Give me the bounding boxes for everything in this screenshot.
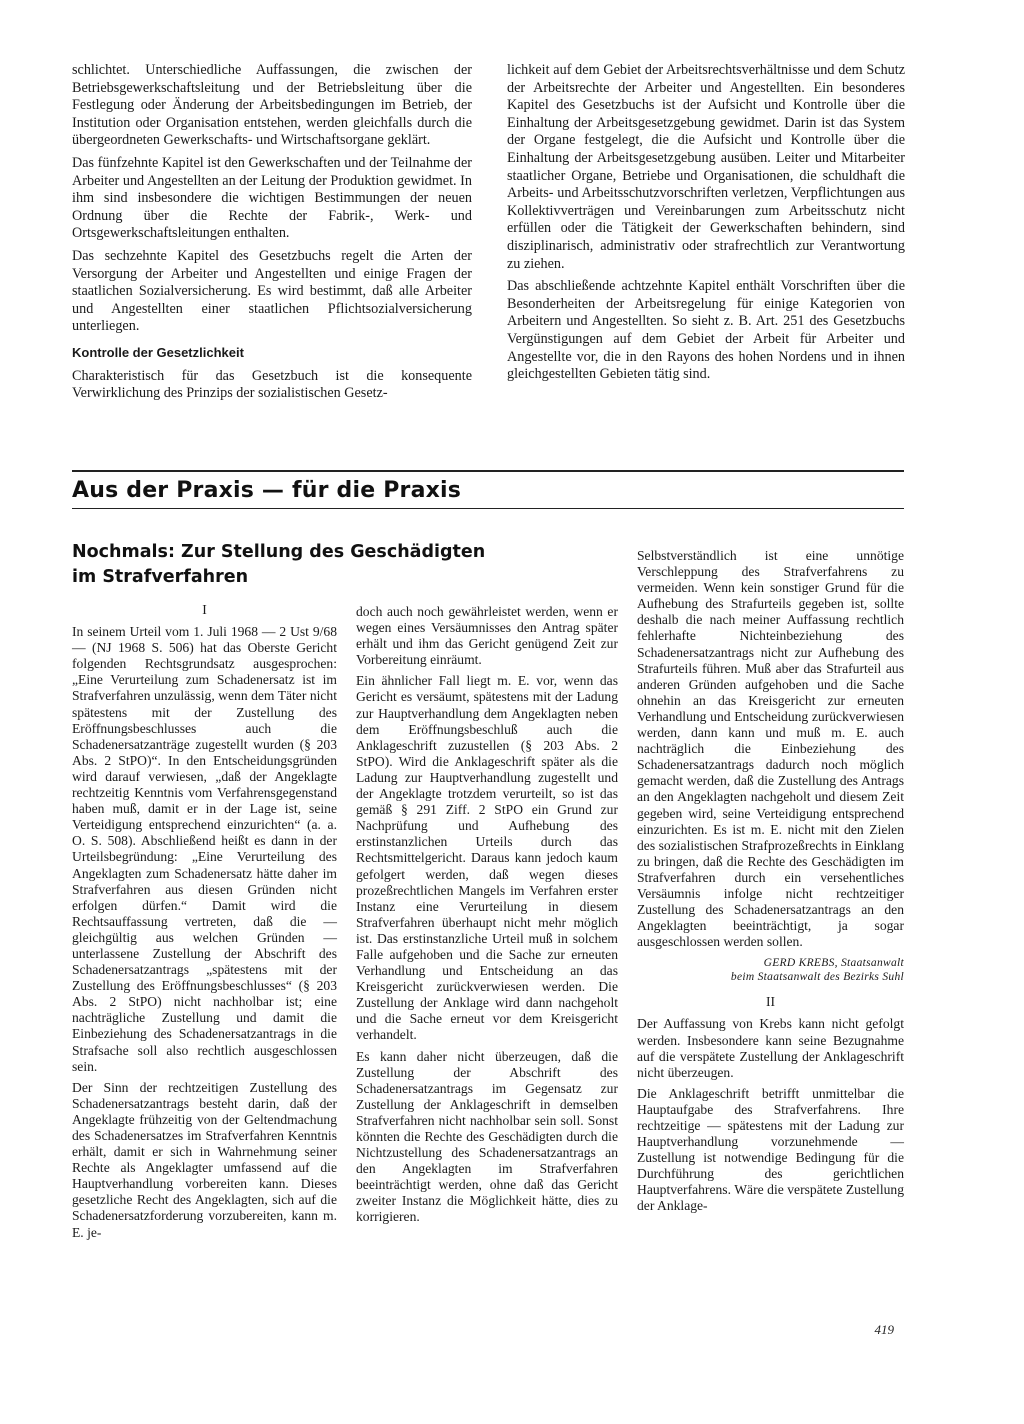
paragraph: Der Sinn der rechtzeitigen Zustellung des Schadenersatzantrags besteht darin, daß der Angeklagte frühzeitig von der Geltendmachung des Schadenersatzes im Strafverfahren Kenntnis erhält, damit er sich in Wahrnehmung seiner Rechte als Angeklagter umfassend auf die Hauptverhandlung vorbereiten kann. Dieses gesetzliche Recht des Angeklagten, sich auf die Schadenersatzforderung vorzubereiten, kann m. E. je- xyxy=(72,1079,337,1240)
paragraph: Die Anklageschrift betrifft unmittelbar die Hauptaufgabe des Strafverfahrens. Ihre rechtzeitige — spätestens mit der Ladung zur Hauptverhandlung vorzunehmende — Zustellung ist notwendige Bedingung für die Durchführung des gerichtlichen Hauptverfahrens. Wäre die verspätete Zustellung der Anklage- xyxy=(637,1085,904,1214)
article-column-3 xyxy=(637,548,904,1220)
paragraph: Das abschließende achtzehnte Kapitel enthält Vorschriften über die Besonderheiten der Arbeitsregelung für einige Kategorien von Arbeitern und Angestellten. So sieht z. B. Art. 251 des Gesetzbuchs Vergünstigungen auf dem Gebiet der Arbeit für Arbeiter und Angestellte vor, die in den Rayons des hohen Nordens und in ihnen gleichgestellten Gebieten tätig sind. xyxy=(507,278,905,383)
section-title: Aus der Praxis — für die Praxis xyxy=(72,478,462,503)
author-name: GERD KREBS, Staatsanwalt xyxy=(763,957,904,970)
paragraph: lichkeit auf dem Gebiet der Arbeitsrechtsverhältnisse und dem Schutz der Arbeitsrechte der Arbeiter und Angestellten. Ein besonderes Kapitel des Gesetzbuchs ist der Aufsicht und Kontrolle über die Einhaltung der Arbeitsgesetzgebung gewidmet. Darin ist das System der Organe festgelegt, die die Aufsicht und Kontrolle über die Einhaltung der Arbeitsgesetzgebung ausüben. Leiter und Mitarbeiter staatlicher Organe, Betriebe und Organisationen, die schuldhaft die Arbeits- und Arbeitsschutzvorschriften verletzen, Verpflichtungen aus Kollektivverträgen und Vereinbarungen zum Arbeitsschutz nicht erfüllen oder die Tätigkeit der Gewerkschaften behindern, sind disziplinarisch, administrativ oder strafrechtlich zur Verantwortung zu ziehen. xyxy=(507,62,905,272)
article-column-1 xyxy=(72,598,337,1246)
paragraph: schlichtet. Unterschiedliche Auffassungen, die zwischen der Betriebsgewerkschaftsleitung und der Betriebsleitung über die Festlegung oder Änderung der Arbeitsbedingungen im Betrieb, der Institution oder Organisation entstehen, werden gleichfalls durch die übergeordneten Gewerkschafts- und Wirtschaftsorgane geklärt. xyxy=(72,62,472,149)
paragraph: Selbstverständlich ist eine unnötige Verschleppung des Strafverfahrens zu vermeiden. Wenn kein sonstiger Grund für die Aufhebung des Strafurteils gegeben ist, sollte deshalb die nach meiner Auffassung rechtlich fehlerhafte Nichteinbeziehung des Schadenersatzantrags nicht zur Aufhebung des Strafurteils führen. Muß aber das Strafurteil aus anderen Gründen aufgehoben und die Sache ohnehin an das Kreisgericht zur erneuten Verhandlung und Entscheidung zurückverwiesen werden, dann kann und muß m. E. auch nachträglich die Einbeziehung des Schadenersatzantrags dadurch noch möglich gemacht werden, daß die Zustellung des Antrags an den Angeklagten nachgeholt und diesem Zeit gegeben wird, seine Verteidigung entsprechend einzurichten. Es ist m. E. nicht mit den Zielen des sozialistischen Strafprozeßrechts in Einklang zu bringen, daß die Rechte des Geschädigten im Strafverfahren durch ein versehentliches Versäumnis infolge nicht rechtzeitiger Zustellung des Schadenersatzantrags an den Angeklagten beeinträchtigt, ja sogar ausgeschlossen werden sollen. xyxy=(637,548,904,950)
paragraph: Das fünfzehnte Kapitel ist den Gewerkschaften und der Teilnahme der Arbeiter und Angestellten an der Leitung der Produktion gewidmet. In ihm sind insbesondere die wichtigen Bestimmungen der neuen Ordnung über die Rechte der Fabrik-, Werk- und Ortsgewerkschaftsleitungen enthalten. xyxy=(72,154,472,242)
paragraph: Es kann daher nicht überzeugen, daß die Zustellung der Abschrift des Schadenersatzantrags im Gegensatz zur Zustellung der Anklageschrift in demselben Strafverfahren nicht nachholbar sein soll. Sonst könnten die Rechte des Geschädigten durch die Nichtzustellung des Schadenersatzantrags an den Angeklagten im Strafverfahren beeinträchtigt werden, ohne daß das Gericht zweiter Instanz die Möglichkeit hätte, dies zu korrigieren. xyxy=(356,1048,618,1225)
article-title: Nochmals: Zur Stellung des Geschädigten im Strafverfahren xyxy=(72,542,486,587)
article-column-2 xyxy=(356,604,618,1231)
subheading: Kontrolle der Gesetzlichkeit xyxy=(72,344,244,360)
paragraph: Das sechzehnte Kapitel des Gesetzbuchs regelt die Arten der Versorgung der Arbeiter und Angestellten und einige Fragen der staatlichen Sozialversicherung. Es wird bestimmt, daß alle Arbeiter und Angestellten einer staatlichen Pflichtsozialversicherung unterliegen. xyxy=(72,247,472,335)
top-left-column xyxy=(72,62,472,408)
section-bottom-rule xyxy=(72,508,904,509)
top-right-column xyxy=(507,62,905,389)
paragraph: Charakteristisch für das Gesetzbuch ist die konsequente Verwirklichung des Prinzips der sozialistischen Gesetz- xyxy=(72,367,472,402)
author-signature xyxy=(637,956,904,984)
paragraph: doch auch noch gewährleistet werden, wenn er wegen eines Versäumnisses den Antrag später erhält und ihm das Gericht genügend Zeit zur Vorbereitung einräumt. xyxy=(356,604,618,668)
author-affiliation: beim Staatsanwalt des Bezirks Suhl xyxy=(730,971,904,984)
part-numeral: I xyxy=(202,602,207,617)
page-number: 419 xyxy=(874,1322,894,1337)
section-top-rule xyxy=(72,470,904,472)
paragraph: In seinem Urteil vom 1. Juli 1968 — 2 Ust 9/68 — (NJ 1968 S. 506) hat das Oberste Gericht folgenden Rechtsgrundsatz ausgesprochen: „Eine Verurteilung zum Schadenersatz ist im Strafverfahren unzulässig, wenn dem Täter nicht spätestens mit der Zustellung des Eröffnungsbeschlusses auch die Schadenersatzanträge zugestellt wurden (§ 203 Abs. 2 StPO)“. In den Entscheidungsgründen wird darauf verwiesen, „daß der Angeklagte rechtzeitig Kenntnis vom Verfahrensgegenstand haben muß, damit er in der Lage ist, seine Verteidigung entsprechend einzurichten“ (a. a. O. S. 508). Abschließend heißt es dann in der Urteilsbegründung: „Eine Verurteilung des Angeklagten zum Schadenersatz hätte daher im Strafverfahren aus diesen Gründen nicht erfolgen dürfen.“ Damit wird die Rechtsauffassung vertreten, daß die — gleichgültig aus welchen Gründen — unterlassene Zustellung der Abschrift des Schadenersatzantrags „spätestens mit der Zustellung des Eröffnungsbeschlusses“ (§ 203 Abs. 2 StPO) nicht nachholbar ist; eine nachträgliche Zustellung und damit die Einbeziehung des Schadenersatzantrags in die Strafsache soll also rechtlich ausgeschlossen sein. xyxy=(72,624,337,1074)
paragraph: Ein ähnlicher Fall liegt m. E. vor, wenn das Gericht es versäumt, spätestens mit der Ladung zur Hauptverhandlung dem Angeklagten neben dem Eröffnungsbeschluß auch die Anklageschrift zuzustellen (§ 203 Abs. 2 StPO). Wird die Anklageschrift später als die Ladung zur Hauptverhandlung zugestellt und der Angeklagte trotzdem verurteilt, so ist das gemäß § 291 Ziff. 2 StPO ein Grund zur Nachprüfung und Aufhebung des erstinstanzlichen Urteils durch das Rechtsmittelgericht. Daraus kann jedoch kaum gefolgert werden, daß wegen dieses prozeßrechtlichen Mangels im Verfahren erster Instanz eine Verurteilung in diesem Strafverfahren überhaupt nicht mehr möglich ist. Das erstinstanzliche Urteil muß in solchem Falle aufgehoben und die Sache zur erneuten Verhandlung und Entscheidung an das Kreisgericht zurückverwiesen werden. Die Zustellung der Anklage wird dann nachgeholt und die Sache erneut vor dem Kreisgericht verhandelt. xyxy=(356,673,618,1043)
part-numeral: II xyxy=(765,994,776,1010)
paragraph: Der Auffassung von Krebs kann nicht gefolgt werden. Insbesondere kann seine Bezugnahme auf die verspätete Zustellung der Anklageschrift nicht überzeugen. xyxy=(637,1016,904,1080)
